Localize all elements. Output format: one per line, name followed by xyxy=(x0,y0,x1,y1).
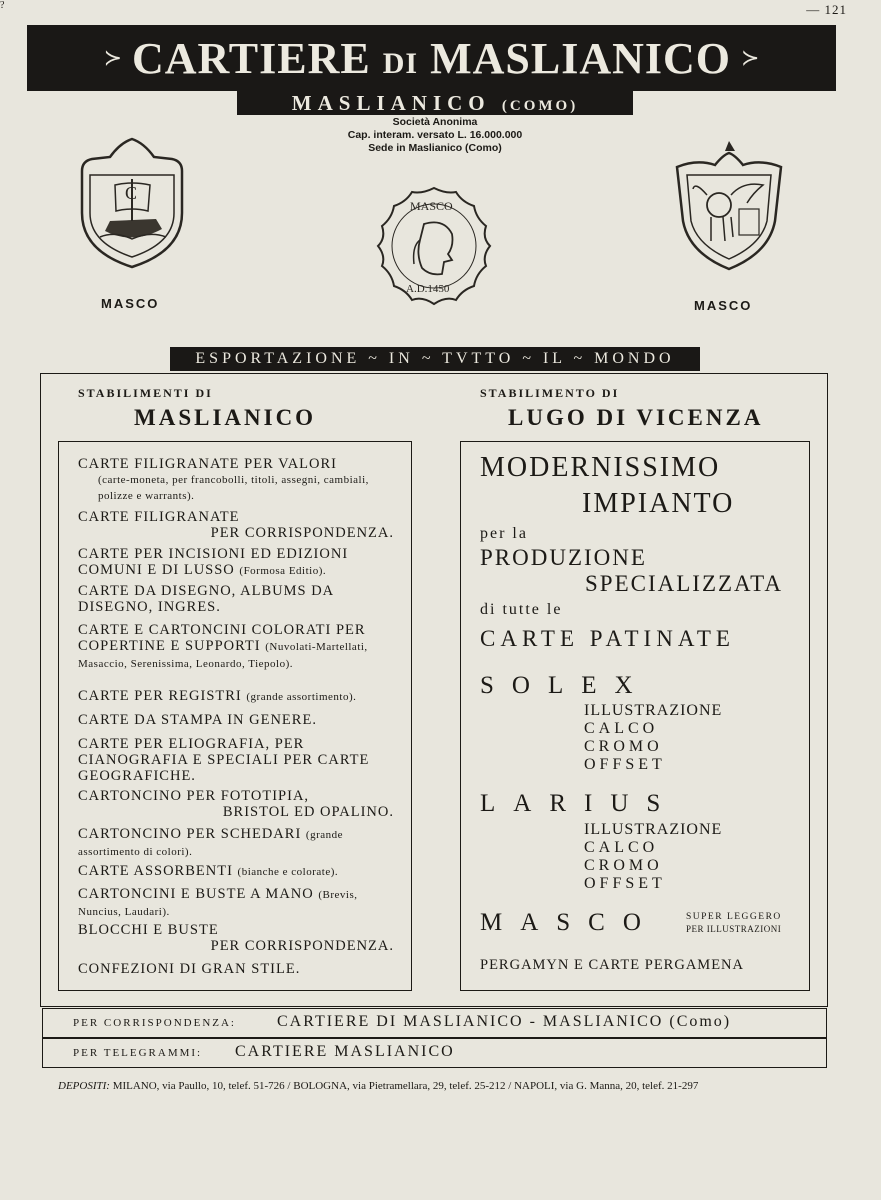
list-item xyxy=(78,509,394,541)
right-line-1: MODERNISSIMO xyxy=(480,452,721,483)
larius-item: ILLUSTRAZIONE xyxy=(584,821,723,838)
list-item xyxy=(78,826,394,860)
item-text-2: BRISTOL ED OPALINO. xyxy=(222,804,394,820)
solex-item: CALCO xyxy=(584,720,659,737)
subtitle-province: (COMO) xyxy=(501,98,579,114)
company-banner xyxy=(27,25,836,91)
subtitle-town: MASLIANICO xyxy=(291,91,491,115)
item-note: (bianche e colorate). xyxy=(237,866,339,878)
left-heading-small: STABILIMENTI DI xyxy=(78,386,213,400)
list-item xyxy=(78,546,394,579)
item-note: (grande assortimento di colori). xyxy=(78,829,343,858)
right-heading-big: LUGO DI VICENZA xyxy=(508,405,764,430)
correspondence-value: CARTIERE DI MASLIANICO - MASLIANICO (Como) xyxy=(277,1013,732,1030)
larius-title: LARIUS xyxy=(480,790,679,817)
item-text-2: PER CORRISPONDENZA. xyxy=(210,525,394,541)
list-item xyxy=(78,863,394,880)
item-text: BLOCCHI E BUSTE xyxy=(78,922,219,938)
item-text: CARTE FILIGRANATE xyxy=(78,509,240,525)
item-note: (Formosa Editio). xyxy=(239,565,327,577)
ship-shield-emblem xyxy=(70,133,195,273)
company-seat: Sede in Maslianico (Como) xyxy=(368,142,502,154)
list-item xyxy=(78,922,394,954)
right-line-3: per la xyxy=(480,525,528,542)
masco-seal-emblem xyxy=(372,184,496,308)
right-line-6: di tutte le xyxy=(480,601,563,618)
item-text-2: PER CORRISPONDENZA. xyxy=(210,938,394,954)
list-item xyxy=(78,961,394,977)
item-text: CARTE PER INCISIONI ED EDIZIONI COMUNI E DI LUSSO xyxy=(78,546,349,578)
depositi-label: DEPOSITI: xyxy=(58,1080,110,1092)
solex-title: SOLEX xyxy=(480,672,651,699)
list-item xyxy=(78,456,394,504)
right-line-2: IMPIANTO xyxy=(582,488,735,519)
masco-note-1: SUPER LEGGERO xyxy=(686,912,782,922)
left-emblem-label: MASCO xyxy=(101,296,160,311)
right-line-4: PRODUZIONE xyxy=(480,545,647,570)
lion-shield-emblem xyxy=(667,137,792,277)
seal-text-top: MASCO xyxy=(410,199,453,213)
banner-word-1: CARTIERE xyxy=(132,33,371,83)
list-item xyxy=(78,886,394,920)
company-type: Società Anonima xyxy=(392,116,478,128)
telegram-label: PER TELEGRAMMI: xyxy=(73,1047,203,1059)
ornament-right: ≻ xyxy=(741,45,760,70)
depositi-text: MILANO, via Paullo, 10, telef. 51-726 / BOLOGNA, via Pietramellara, 29, telef. 25-212 / NAPOLI, via G. Manna, 20, telef. 21-297 xyxy=(112,1080,699,1092)
list-item xyxy=(78,688,394,705)
right-footer: PERGAMYN E CARTE PERGAMENA xyxy=(480,957,744,973)
item-text: CARTE DA STAMPA IN GENERE. xyxy=(78,712,317,728)
item-text: CARTE ASSORBENTI xyxy=(78,863,233,879)
telegram-row xyxy=(42,1038,827,1068)
corner-mark: ? xyxy=(0,0,5,11)
list-item xyxy=(78,712,394,728)
item-note: (grande assortimento). xyxy=(246,691,357,703)
list-item xyxy=(78,583,394,615)
larius-item: OFFSET xyxy=(584,875,666,892)
page-number: — 121 xyxy=(806,2,847,17)
solex-item: CROMO xyxy=(584,738,663,755)
correspondence-row xyxy=(42,1008,827,1038)
item-text: CARTONCINI E BUSTE A MANO xyxy=(78,886,314,902)
list-item xyxy=(78,622,394,672)
banner-word-3: MASLIANICO xyxy=(430,33,731,83)
larius-item: CROMO xyxy=(584,857,663,874)
banner-word-2: DI xyxy=(382,46,419,80)
item-text: CARTE FILIGRANATE PER VALORI xyxy=(78,456,338,472)
item-text: CARTE DA DISEGNO, ALBUMS DA DISEGNO, INGRES. xyxy=(78,583,334,615)
list-item xyxy=(78,736,394,784)
item-text: CARTONCINO PER SCHEDARI xyxy=(78,826,302,842)
right-heading-small: STABILIMENTO DI xyxy=(480,386,620,400)
larius-item: CALCO xyxy=(584,839,659,856)
subtitle-banner xyxy=(237,91,633,115)
company-capital: Cap. interam. versato L. 16.000.000 xyxy=(347,129,523,141)
item-note: (Brevis, Nuncius, Laudari). xyxy=(78,889,358,918)
depositi-line xyxy=(58,1080,818,1092)
solex-item: OFFSET xyxy=(584,756,666,773)
right-line-5: SPECIALIZZATA xyxy=(585,571,783,596)
telegram-value: CARTIERE MASLIANICO xyxy=(235,1043,455,1060)
shield-letter: C xyxy=(125,183,138,203)
ornament-left: ≻ xyxy=(103,45,122,70)
right-line-7: CARTE PATINATE xyxy=(480,626,735,651)
item-note: (Nuvolati-Martellati, Masaccio, Serenissima, Leonardo, Tiepolo). xyxy=(78,641,368,670)
item-text: CARTE PER REGISTRI xyxy=(78,688,242,704)
item-text: CARTE E CARTONCINI COLORATI PER COPERTINE E SUPPORTI xyxy=(78,622,366,654)
seal-text-bottom: A.D.1450 xyxy=(406,283,450,295)
company-name xyxy=(132,33,731,84)
company-info xyxy=(300,116,570,155)
item-text: CARTE PER ELIOGRAFIA, PER CIANOGRAFIA E SPECIALI PER CARTE GEOGRAFICHE. xyxy=(78,736,370,784)
list-item xyxy=(78,788,394,820)
item-text: CARTONCINO PER FOTOTIPIA, xyxy=(78,788,310,804)
right-emblem-label: MASCO xyxy=(694,298,753,313)
item-text: CONFEZIONI DI GRAN STILE. xyxy=(78,961,301,977)
correspondence-label: PER CORRISPONDENZA: xyxy=(73,1017,236,1029)
export-banner: ESPORTAZIONE ~ IN ~ TVTTO ~ IL ~ MONDO xyxy=(170,347,700,371)
masco-title: MASCO xyxy=(480,909,659,936)
solex-item: ILLUSTRAZIONE xyxy=(584,702,723,719)
left-heading-big: MASLIANICO xyxy=(134,405,317,430)
item-note: (carte-moneta, per francobolli, titoli, assegni, cambiali, polizze e warrants). xyxy=(98,474,369,502)
masco-note-2: PER ILLUSTRAZIONI xyxy=(686,924,782,934)
